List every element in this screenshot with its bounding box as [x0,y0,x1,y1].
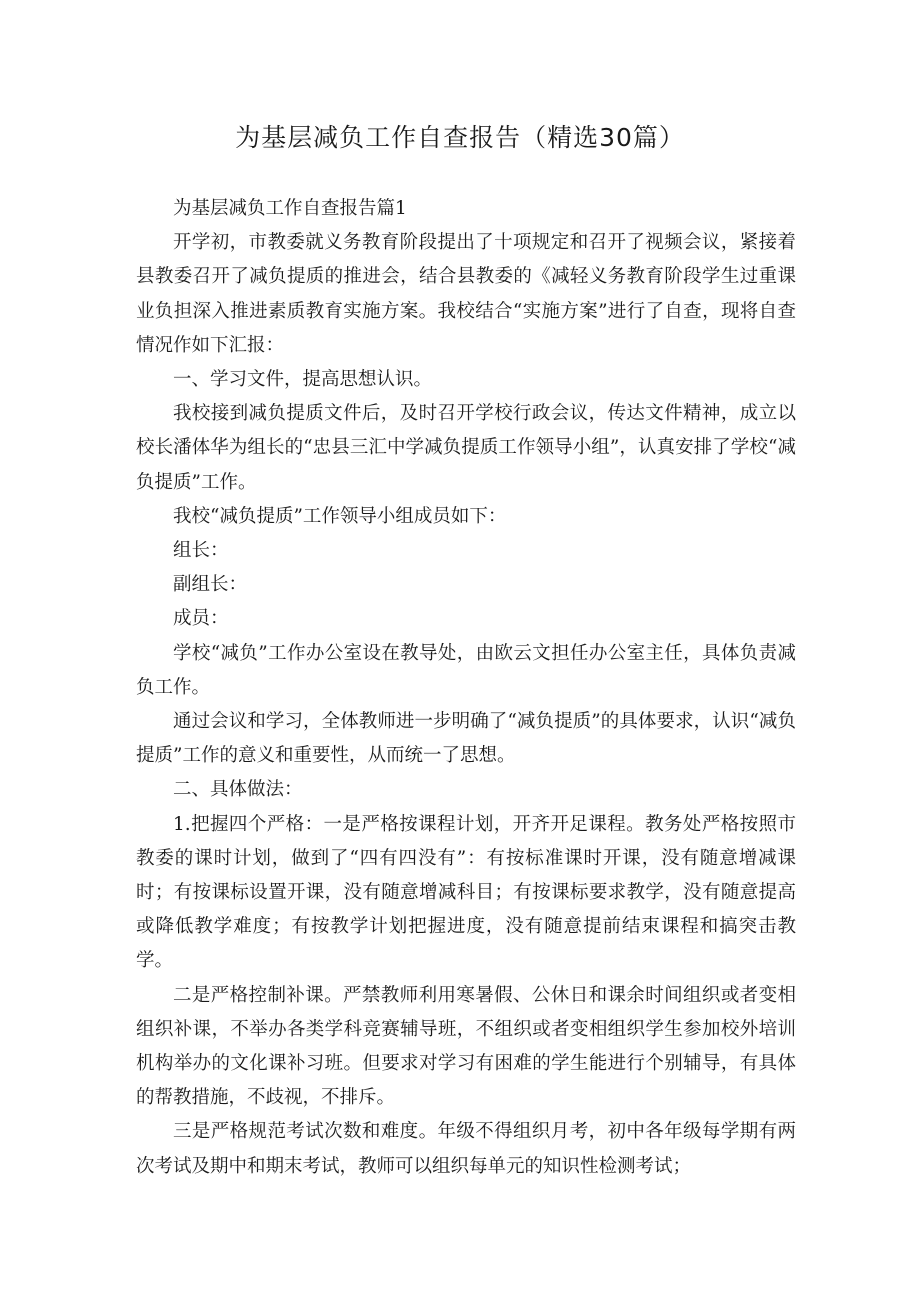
paragraph: 三是严格规范考试次数和难度。年级不得组织月考，初中各年级每学期有两次考试及期中和期末考试，教师可以组织每单元的知识性检测考试； [136,1121,796,1177]
paragraph: 副组长： [173,574,248,596]
paragraph: 我校“减负提质”工作领导小组成员如下： [173,505,507,527]
paragraph: 成员： [173,608,229,630]
paragraph: 开学初，市教委就义务教育阶段提出了十项规定和召开了视频会议，紧接着县教委召开了减负提质的推进会，结合县教委的《减轻义务教育阶段学生过重课业负担深入推进素质教育实施方案。我校结合“实施方案”进行了自查，现将自查情况作如下汇报： [136,232,796,356]
paragraph: 二是严格控制补课。严禁教师利用寒暑假、公休日和课余时间组织或者变相组织补课，不举办各类学科竞赛辅导班，不组织或者变相组织学生参加校外培训机构举办的文化课补习班。但要求对学习有困难的学生能进行个别辅导，有具体的帮教措施，不歧视，不排斥。 [136,984,796,1109]
document-body [136,192,796,1184]
document-title: 为基层减负工作自查报告（精选30篇） [235,123,685,152]
section-heading: 二、具体做法： [173,779,303,801]
paragraph: 1.把握四个严格：一是严格按课程计划，开齐开足课程。教务处严格按照市教委的课时计划，做到了“四有四没有”：有按标准课时开课，没有随意增减课时；有按课标设置开课，没有随意增减科目；有按课标要求教学，没有随意提高或降低教学难度；有按教学计划把握进度，没有随意提前结束课程和搞突击教学。 [136,813,796,972]
paragraph: 组长： [173,540,229,562]
section-heading: 一、学习文件，提高思想认识。 [173,369,433,391]
paragraph: 我校接到减负提质文件后，及时召开学校行政会议，传达文件精神，成立以校长潘体华为组长的“忠县三汇中学减负提质工作领导小组”，认真安排了学校“减负提质”工作。 [136,403,796,493]
section-heading: 为基层减负工作自查报告篇1 [173,198,407,219]
paragraph: 学校“减负”工作办公室设在教导处，由欧云文担任办公室主任，具体负责减负工作。 [136,642,796,698]
paragraph: 通过会议和学习，全体教师进一步明确了“减负提质”的具体要求，认识“减负提质”工作的意义和重要性，从而统一了思想。 [136,711,796,767]
